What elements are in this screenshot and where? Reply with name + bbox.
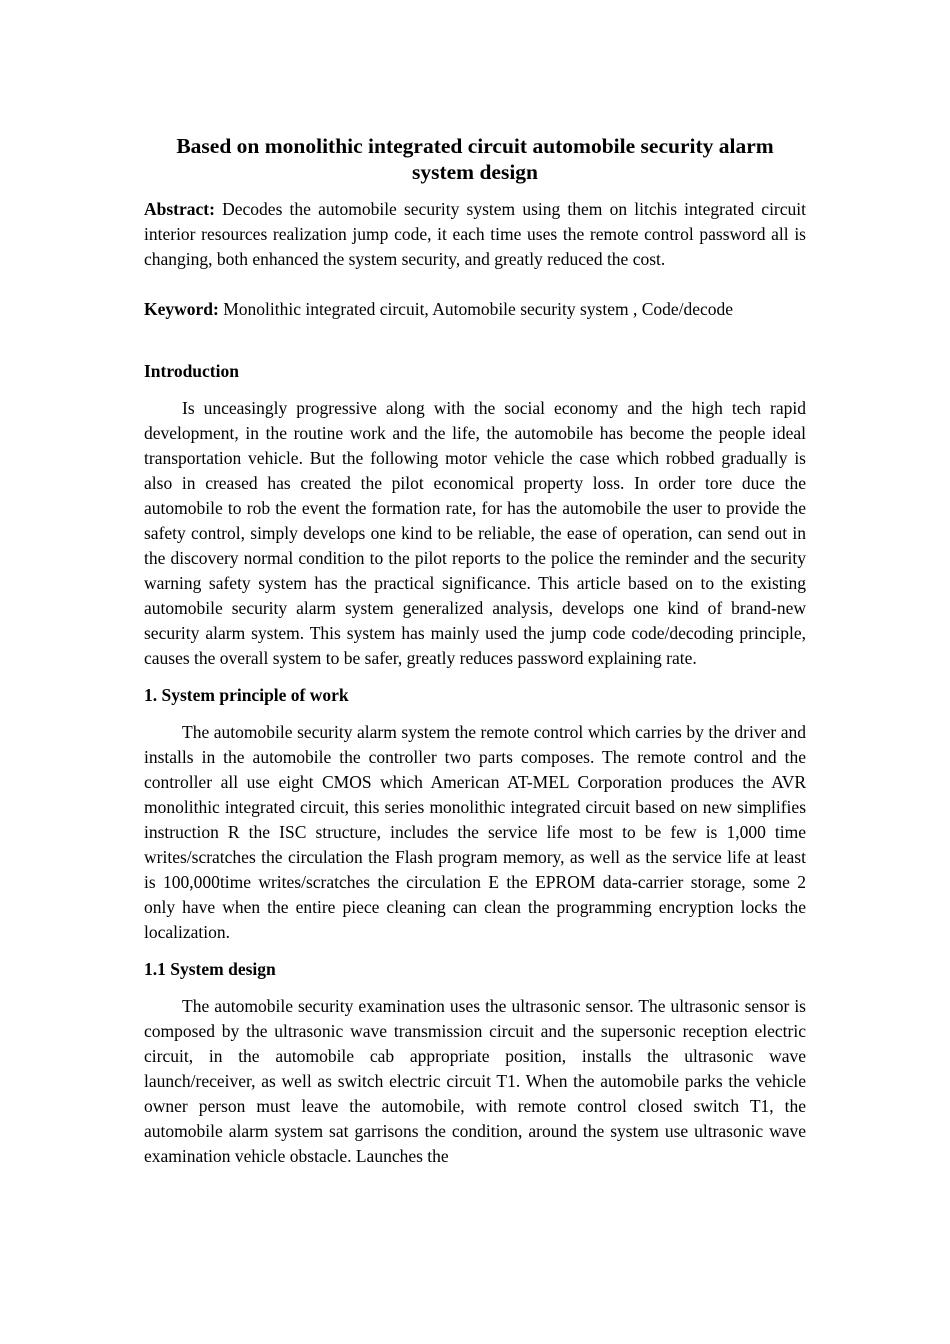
section-heading-system-design: 1.1 System design [144, 959, 276, 979]
keyword-label: Keyword: [144, 299, 219, 319]
abstract-text: Decodes the automobile security system using them on litchis integrated circuit interior resources realization jump code, it each time uses the remote control password all is changing, both enhanced the system security, and greatly reduced the cost. [144, 199, 806, 269]
paper-title: Based on monolithic integrated circuit automobile security alarm system design [176, 134, 774, 184]
section-paragraph-system-design: The automobile security examination uses the ultrasonic sensor. The ultrasonic sensor is composed by the ultrasonic wave transmission circuit and the supersonic reception electric circuit, in the automobile cab appropriate position, installs the ultrasonic wave launch/receiver, as well as switch electric circuit T1. When the automobile parks the vehicle owner person must leave the automobile, with remote control closed switch T1, the automobile alarm system sat garrisons the condition, around the system use ultrasonic wave examination vehicle obstacle. Launches the [144, 996, 806, 1166]
paper-page [144, 133, 806, 1181]
section-heading-system-principle: 1. System principle of work [144, 685, 349, 705]
abstract [144, 197, 806, 272]
section-paragraph-system-principle: The automobile security alarm system the remote control which carries by the driver and installs in the automobile the controller two parts composes. The remote control and the controller all use eight CMOS which American AT-MEL Corporation produces the AVR monolithic integrated circuit, this series monolithic integrated circuit based on new simplifies instruction R the ISC structure, includes the service life most to be few is 1,000 time writes/scratches the circulation the Flash program memory, as well as the service life at least is 100,000time writes/scratches the circulation E the EPROM data-carrier storage, some 2 only have when the entire piece cleaning can clean the programming encryption locks the localization. [144, 722, 806, 942]
abstract-label: Abstract: [144, 199, 215, 219]
section-heading-introduction: Introduction [144, 361, 239, 381]
section-paragraph-introduction: Is unceasingly progressive along with the social economy and the high tech rapid development, in the routine work and the life, the automobile has become the people ideal transportation vehicle. But the following motor vehicle the case which robbed gradually is also in creased has created the pilot economical property loss. In order tore duce the automobile to rob the event the formation rate, for has the automobile the user to provide the safety control, simply develops one kind to be reliable, the ease of operation, can send out in the discovery normal condition to the pilot reports to the police the reminder and the security warning safety system has the practical significance. This article based on to the existing automobile security alarm system generalized analysis, develops one kind of brand-new security alarm system. This system has mainly used the jump code code/decoding principle, causes the overall system to be safer, greatly reduces password explaining rate. [144, 398, 806, 668]
keyword-text: Monolithic integrated circuit, Automobile security system , Code/decode [223, 299, 734, 319]
keywords [144, 297, 806, 322]
